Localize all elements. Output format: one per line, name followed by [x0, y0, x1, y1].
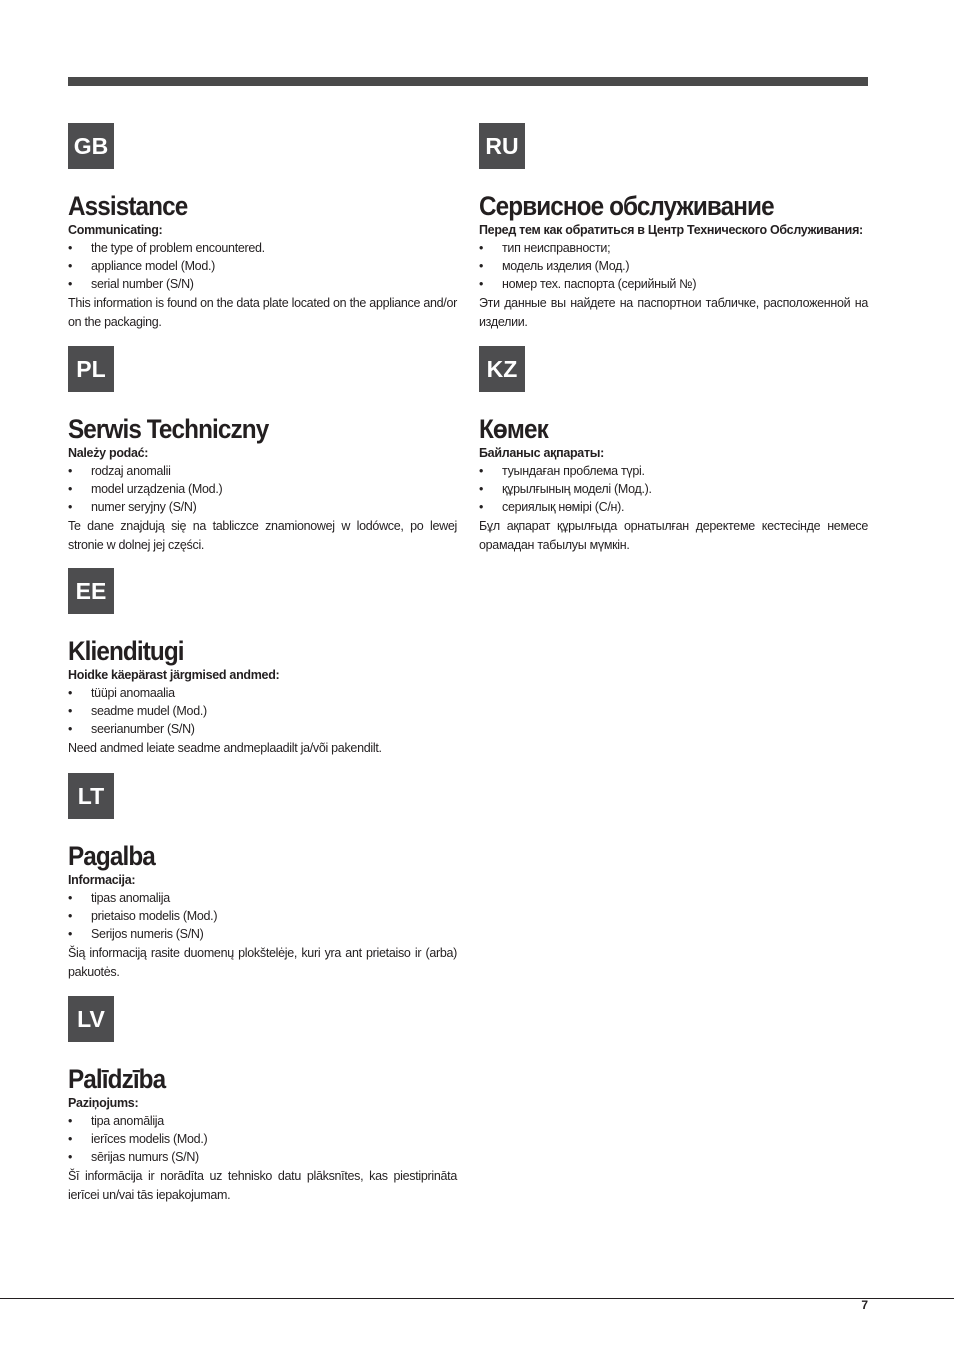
list-item: • туындаған проблема түрі.	[479, 462, 868, 480]
list-item: • номер тех. паспорта (серийный №)	[479, 275, 868, 293]
list-item: • serial number (S/N)	[68, 275, 457, 293]
list-item: • prietaiso modelis (Mod.)	[68, 907, 457, 925]
list-item: • appliance model (Mod.)	[68, 257, 457, 275]
list-item: • sērijas numurs (S/N)	[68, 1148, 457, 1166]
bullet-icon: •	[479, 464, 484, 478]
list-item: • rodzaj anomalii	[68, 462, 457, 480]
list-item: • тип неисправности;	[479, 239, 868, 257]
section-kz	[479, 346, 868, 555]
list-item: • the type of problem encountered.	[68, 239, 457, 257]
list-item: • tipa anomālija	[68, 1112, 457, 1130]
section-ru	[479, 123, 868, 332]
section-lead: Należy podać:	[68, 446, 149, 460]
bullet-icon: •	[68, 722, 73, 737]
bullet-icon: •	[479, 259, 484, 274]
bullet-icon: •	[68, 891, 73, 905]
list-item: • seerianumber (S/N)	[68, 720, 457, 738]
section-heading: Serwis Techniczny	[68, 414, 269, 444]
list-item: • model urządzenia (Mod.)	[68, 480, 457, 498]
bullet-icon: •	[68, 500, 73, 515]
section-note: Šī informācija ir norādīta uz tehnisko datu plāksnītes, kas piestiprināta ierīcei un/vai tās iepakojumam.	[68, 1168, 457, 1202]
list-item: • құрылғының моделі (Мод.).	[479, 480, 868, 498]
info-list	[479, 239, 868, 294]
section-ee	[68, 568, 457, 758]
section-heading: Klienditugi	[68, 636, 184, 666]
info-list	[479, 462, 868, 517]
bullet-icon: •	[68, 909, 73, 924]
section-lt	[68, 773, 457, 982]
section-lead: Hoidke käepärast järgmised andmed:	[68, 668, 280, 682]
page-number: 7	[861, 1298, 868, 1312]
list-item: • tipas anomalija	[68, 889, 457, 907]
section-heading: Assistance	[68, 191, 188, 221]
language-badge-lv: LV	[68, 996, 114, 1042]
section-heading: Көмек	[479, 414, 548, 444]
info-list	[68, 889, 457, 944]
info-list	[68, 462, 457, 517]
info-list	[68, 1112, 457, 1167]
section-note: This information is found on the data plate located on the appliance and/or on the packaging.	[68, 295, 457, 329]
list-item: • tüüpi anomaalia	[68, 684, 457, 702]
bullet-icon: •	[68, 927, 73, 942]
bullet-icon: •	[68, 1132, 73, 1147]
section-note: Te dane znajdują się na tabliczce znamionowej w lodówce, po lewej stronie w dolnej jej części.	[68, 518, 457, 552]
bullet-icon: •	[479, 241, 484, 255]
section-lead: Informacija:	[68, 873, 136, 887]
section-lead: Paziņojums:	[68, 1096, 139, 1110]
bullet-icon: •	[68, 686, 73, 700]
info-list	[68, 239, 457, 294]
list-item: • Serijos numeris (S/N)	[68, 925, 457, 943]
bullet-icon: •	[68, 277, 73, 292]
list-item: • seadme mudel (Mod.)	[68, 702, 457, 720]
section-lead: Байланыс ақпараты:	[479, 446, 605, 460]
bullet-icon: •	[68, 241, 73, 255]
list-item: • numer seryjny (S/N)	[68, 498, 457, 516]
language-badge-gb: GB	[68, 123, 114, 169]
top-rule	[68, 77, 868, 86]
info-list	[68, 684, 457, 739]
bullet-icon: •	[479, 277, 484, 292]
section-heading: Palīdzība	[68, 1064, 166, 1094]
section-lead: Перед тем как обратиться в Центр Технического Обслуживания:	[479, 223, 863, 237]
bullet-icon: •	[479, 500, 484, 515]
bullet-icon: •	[68, 1114, 73, 1128]
bullet-icon: •	[479, 482, 484, 497]
language-badge-ee: EE	[68, 568, 114, 614]
section-note: Эти данные вы найдете на паспортнои табличке, расположенной на изделии.	[479, 295, 868, 329]
bullet-icon: •	[68, 259, 73, 274]
section-heading: Сервисное обслуживание	[479, 191, 774, 221]
language-badge-ru: RU	[479, 123, 525, 169]
bullet-icon: •	[68, 482, 73, 497]
language-badge-kz: KZ	[479, 346, 525, 392]
list-item: • ierīces modelis (Mod.)	[68, 1130, 457, 1148]
language-badge-lt: LT	[68, 773, 114, 819]
section-lead: Communicating:	[68, 223, 163, 237]
bullet-icon: •	[68, 464, 73, 478]
bottom-rule	[0, 1298, 954, 1299]
list-item: • модель изделия (Мод.)	[479, 257, 868, 275]
section-note: Need andmed leiate seadme andmeplaadilt ja/või pakendilt.	[68, 740, 382, 755]
bullet-icon: •	[68, 704, 73, 719]
bullet-icon: •	[68, 1150, 73, 1165]
section-lv	[68, 996, 457, 1205]
language-badge-pl: PL	[68, 346, 114, 392]
list-item: • сериялық нөмірі (С/н).	[479, 498, 868, 516]
section-note: Šią informaciją rasite duomenų plokštelėje, kuri yra ant prietaiso ir (arba) pakuotės.	[68, 945, 457, 979]
section-pl	[68, 346, 457, 555]
section-gb	[68, 123, 457, 332]
section-heading: Pagalba	[68, 841, 155, 871]
section-note: Бұл ақпарат құрылғыда орнатылған деректеме кестесінде немесе орамадан табылуы мүмкін.	[479, 518, 868, 552]
